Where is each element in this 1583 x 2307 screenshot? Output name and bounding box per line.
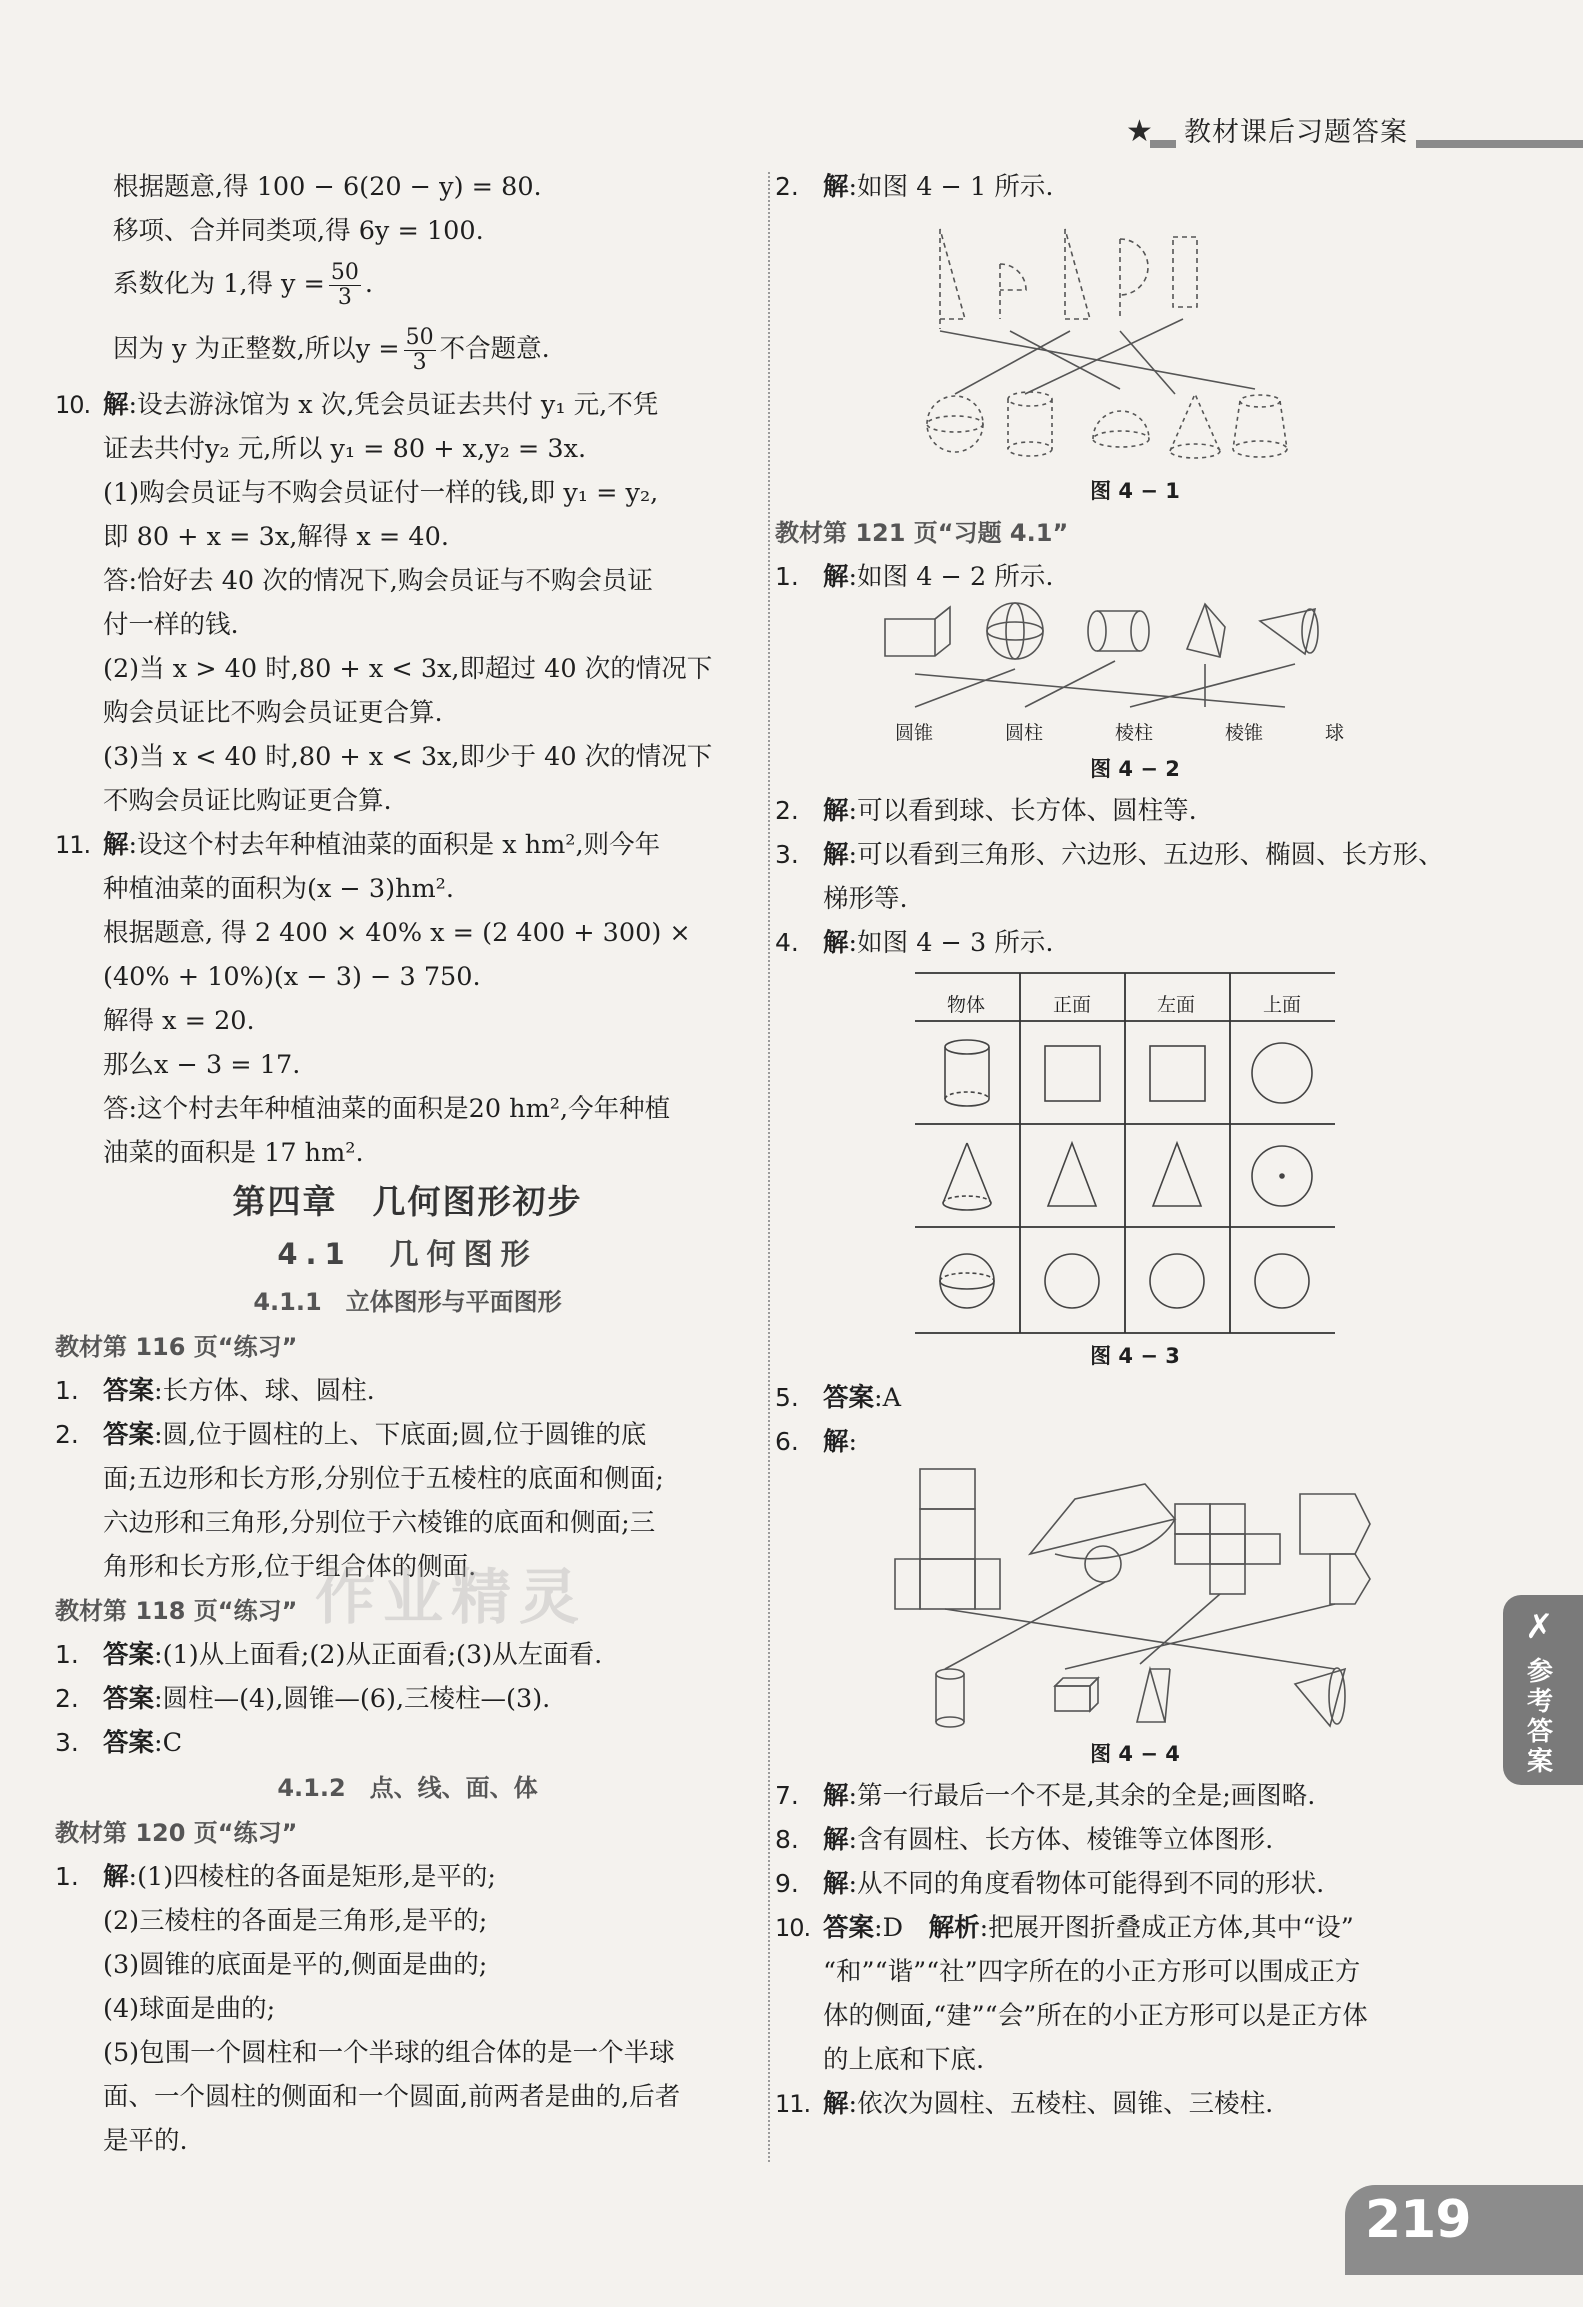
answer-line: 2. 解:如图 4 − 1 所示. — [775, 172, 1054, 202]
text-line: 油菜的面积是 17 hm². — [103, 1138, 364, 1168]
figure-caption: 图 4 − 1 — [1090, 479, 1180, 503]
table-header: 物体 — [947, 994, 986, 1016]
answer-line: 10. 答案:D 解析:把展开图折叠成正方体,其中“设” — [775, 1913, 1354, 1943]
text-line: 面;五边形和长方形,分别位于五棱柱的底面和侧面; — [103, 1464, 664, 1494]
answer-line: 1. 解:(1)四棱柱的各面是矩形,是平的; — [55, 1862, 496, 1892]
answer-line: 7. 解:第一行最后一个不是,其余的全是;画图略. — [775, 1781, 1316, 1811]
exercise-heading: 教材第 116 页“练习” — [55, 1333, 298, 1361]
answer-line: 2. 解:可以看到球、长方体、圆柱等. — [775, 796, 1197, 826]
subsection-title: 4.1.1 立体图形与平面图形 — [253, 1288, 562, 1316]
table-header: 正面 — [1053, 994, 1092, 1016]
label-prism: 棱柱 — [1115, 722, 1154, 744]
answer-line: 6. 解: — [775, 1427, 858, 1457]
text-line: 根据题意, 得 2 400 × 40% x = (2 400 + 300) × — [103, 918, 691, 948]
star-icon: ★ — [1126, 114, 1153, 149]
figure-caption: 图 4 − 2 — [1090, 757, 1180, 781]
answer-line: 4. 解:如图 4 − 3 所示. — [775, 928, 1054, 958]
answer-line: 8. 解:含有圆柱、长方体、棱锥等立体图形. — [775, 1825, 1274, 1855]
chapter-title: 第四章 几何图形初步 — [232, 1182, 583, 1221]
text-line: 体的侧面,“建”“会”所在的小正方形可以是正方体 — [823, 2001, 1368, 2031]
subsection-title: 4.1.2 点、线、面、体 — [277, 1774, 538, 1802]
text-line: 角形和长方形,位于组合体的侧面. — [103, 1552, 477, 1582]
text-line: 移项、合并同类项,得 6y = 100. — [113, 216, 484, 246]
answer-line: 2. 答案:圆柱—(4),圆锥—(6),三棱柱—(3). — [55, 1684, 551, 1714]
header-tag — [1110, 110, 1583, 154]
text-line: 解得 x = 20. — [103, 1006, 255, 1036]
text-line: 不购会员证比购证更合算. — [103, 786, 392, 816]
table-header: 上面 — [1263, 994, 1302, 1016]
exercise-heading: 教材第 120 页“练习” — [55, 1819, 298, 1847]
exercise-heading: 教材第 118 页“练习” — [55, 1597, 298, 1625]
text-line: “和”“谐”“社”四字所在的小正方形可以围成正方 — [823, 1957, 1361, 1987]
side-tab-label: 参考答案 — [1527, 1657, 1554, 1777]
answer-line: 5. 答案:A — [775, 1383, 902, 1413]
answer-line: 9. 解:从不同的角度看物体可能得到不同的形状. — [775, 1869, 1325, 1899]
text-line: 即 80 + x = 3x,解得 x = 40. — [103, 522, 449, 552]
text-line: 付一样的钱. — [103, 610, 239, 640]
text-line: (40% + 10%)(x − 3) − 3 750. — [103, 962, 481, 992]
answer-line: 1. 解:如图 4 − 2 所示. — [775, 562, 1054, 592]
text-line: 六边形和三角形,分别位于六棱锥的底面和侧面;三 — [103, 1508, 656, 1538]
watermark: 作业精灵 — [315, 1563, 587, 1633]
text-line: 因为 y 为正整数,所以y = $\frac{50}{3}$ 不合题意. — [113, 324, 550, 375]
answer-line: 3. 解:可以看到三角形、六边形、五边形、椭圆、长方形、 — [775, 840, 1444, 870]
label-cylinder: 圆柱 — [1005, 722, 1044, 744]
question-11: 11. 解:设这个村去年种植油菜的面积是 x hm²,则今年 — [55, 830, 661, 860]
page-number: 219 — [1365, 2190, 1471, 2250]
text-line: 种植油菜的面积为(x − 3)hm². — [103, 874, 455, 904]
text-line: (5)包围一个圆柱和一个半球的组合体的是一个半球 — [103, 2038, 675, 2068]
fraction: $\frac{50}{3}$ — [405, 324, 434, 375]
text-line: (2)当 x > 40 时,80 + x < 3x,即超过 40 次的情况下 — [103, 654, 713, 684]
figure-caption: 图 4 − 4 — [1090, 1742, 1180, 1766]
section-title: 4.1 几何图形 — [277, 1237, 538, 1271]
text-line: 购会员证比不购会员证更合算. — [103, 698, 443, 728]
table-header: 左面 — [1157, 994, 1196, 1016]
label-pyramid: 棱锥 — [1225, 722, 1264, 744]
answer-line: 11. 解:依次为圆柱、五棱柱、圆锥、三棱柱. — [775, 2089, 1274, 2119]
figure-4-3-table — [915, 971, 1335, 1336]
text-line: (4)球面是曲的; — [103, 1994, 276, 2024]
text-line: (1)购会员证与不购会员证付一样的钱,即 y₁ = y₂, — [103, 478, 659, 508]
left-column — [55, 165, 760, 2163]
side-tab — [1503, 1595, 1583, 1785]
text-line: 系数化为 1,得 y = $\frac{50}{3}$ . — [113, 259, 374, 310]
question-10: 10. 解:设去游泳馆为 x 次,凭会员证去共付 y₁ 元,不凭 — [55, 390, 659, 420]
figure-4-4 — [875, 1464, 1435, 1734]
figure-caption: 图 4 − 3 — [1090, 1344, 1180, 1368]
figure-4-2 — [875, 599, 1375, 749]
column-divider — [768, 172, 770, 2162]
text-line: 答:这个村去年种植油菜的面积是20 hm²,今年种植 — [103, 1094, 671, 1124]
answer-line: 1. 答案:长方体、球、圆柱. — [55, 1376, 375, 1406]
text-line: 梯形等. — [823, 884, 908, 914]
text-line: (3)圆锥的底面是平的,侧面是曲的; — [103, 1950, 488, 1980]
text-line: 的上底和下底. — [823, 2045, 985, 2075]
exercise-heading: 教材第 121 页“习题 4.1” — [775, 519, 1069, 547]
fraction: $\frac{50}{3}$ — [330, 259, 359, 310]
text-line: 证去共付y₂ 元,所以 y₁ = 80 + x,y₂ = 3x. — [103, 434, 587, 464]
answer-key-icon: ✗ — [1525, 1607, 1554, 1647]
text-line: 那么x − 3 = 17. — [103, 1050, 301, 1080]
header-title: 教材课后习题答案 — [1176, 110, 1416, 149]
answer-line: 3. 答案:C — [55, 1728, 183, 1758]
text-line: 是平的. — [103, 2126, 188, 2156]
text-line: (2)三棱柱的各面是三角形,是平的; — [103, 1906, 488, 1936]
text-line: 面、一个圆柱的侧面和一个圆面,前两者是曲的,后者 — [103, 2082, 681, 2112]
label-cone: 圆锥 — [895, 722, 934, 744]
text-line: (3)当 x < 40 时,80 + x < 3x,即少于 40 次的情况下 — [103, 742, 713, 772]
answer-line: 2. 答案:圆,位于圆柱的上、下底面;圆,位于圆锥的底 — [55, 1420, 647, 1450]
label-sphere: 球 — [1325, 722, 1345, 744]
right-column — [775, 165, 1495, 2126]
text-line: 答:恰好去 40 次的情况下,购会员证与不购会员证 — [103, 566, 653, 596]
answer-line: 1. 答案:(1)从上面看;(2)从正面看;(3)从左面看. — [55, 1640, 603, 1670]
text-line: 根据题意,得 100 − 6(20 − y) = 80. — [113, 172, 542, 202]
figure-4-1 — [915, 209, 1355, 471]
